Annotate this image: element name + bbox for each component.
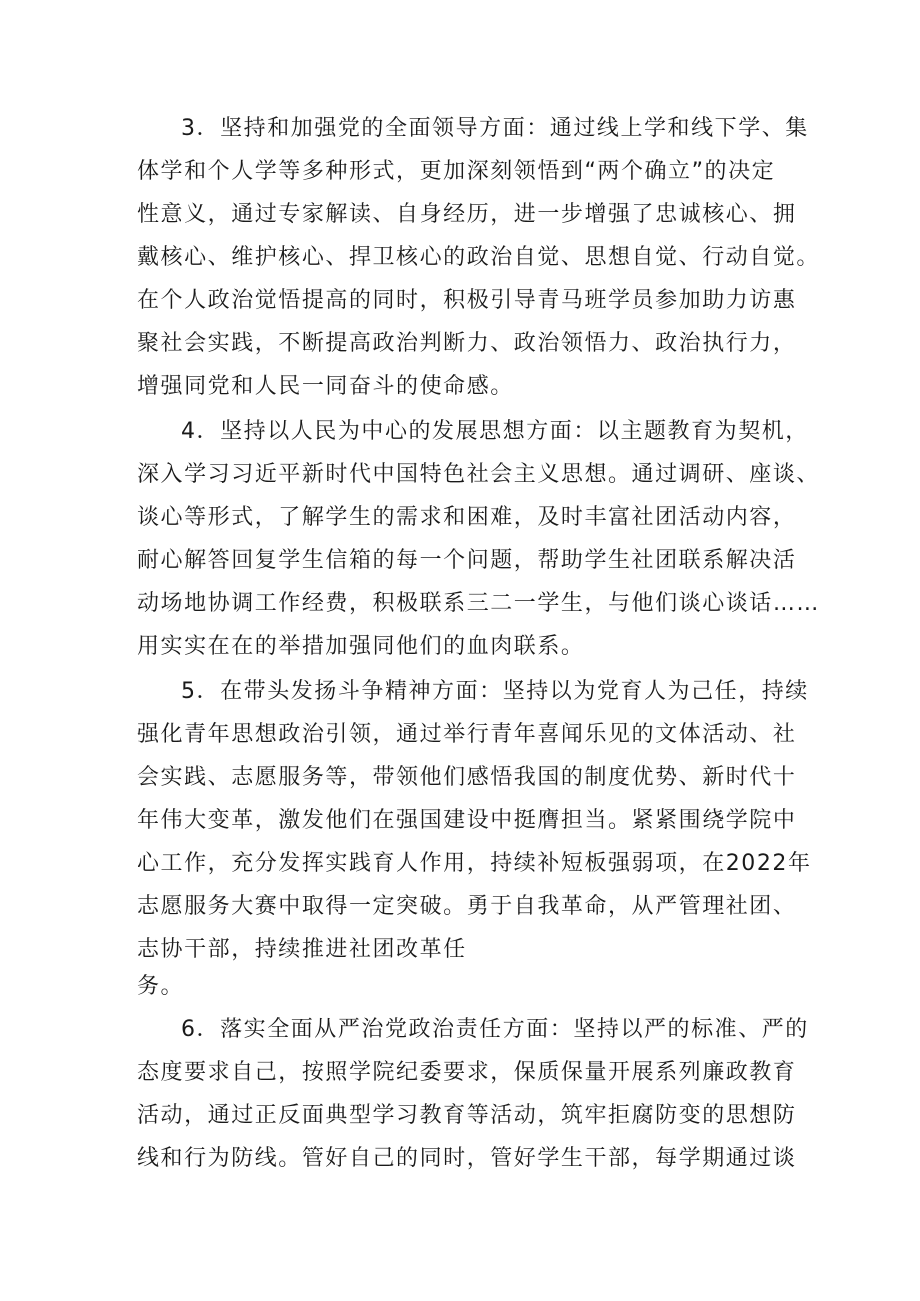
text-line: 体学和个人学等多种形式，更加深刻领悟到“两个确立”的决定	[137, 159, 776, 184]
text-line: 聚社会实践，不断提高政治判断力、政治领悟力、政治执行力，	[137, 331, 797, 356]
text-line: 心工作，充分发挥实践育人作用，持续补短板强弱项，在2022年	[137, 851, 812, 876]
text-line: 志愿服务大赛中取得一定突破。勇于自我革命，从严管理社团、	[137, 894, 797, 919]
text-line: 活动，通过正反面典型学习教育等活动，筑牢拒腐防变的思想防	[137, 1103, 797, 1128]
text-line: 5．在带头发扬斗争精神方面：坚持以为党育人为己任，持续	[181, 679, 809, 704]
text-line: 动场地协调工作经费，积极联系三二一学生，与他们谈心谈话……	[137, 591, 820, 616]
text-line: 态度要求自己，按照学院纪委要求，保质保量开展系列廉政教育	[137, 1060, 797, 1085]
text-line: 线和行为防线。管好自己的同时，管好学生干部，每学期通过谈	[137, 1146, 797, 1171]
text-line: 性意义，通过专家解读、自身经历，进一步增强了忠诚核心、拥	[137, 202, 797, 227]
text-line: 4．坚持以人民为中心的发展思想方面：以主题教育为契机，	[181, 419, 809, 444]
text-line: 在个人政治觉悟提高的同时，积极引导青马班学员参加助力访惠	[137, 288, 797, 313]
text-line: 耐心解答回复学生信箱的每一个问题，帮助学生社团联系解决活	[137, 548, 797, 573]
text-line: 谈心等形式，了解学生的需求和困难，及时丰富社团活动内容，	[137, 505, 797, 530]
text-line: 年伟大变革，激发他们在强国建设中挺膺担当。紧紧围绕学院中	[137, 808, 797, 833]
text-line: 强化青年思想政治引领，通过举行青年喜闻乐见的文体活动、社	[137, 722, 797, 747]
text-line: 务。	[137, 974, 185, 999]
text-line: 增强同党和人民一同奋斗的使命感。	[137, 374, 514, 399]
text-line: 深入学习习近平新时代中国特色社会主义思想。通过调研、座谈、	[137, 462, 820, 487]
text-line: 3．坚持和加强党的全面领导方面：通过线上学和线下学、集	[181, 116, 809, 141]
text-line: 志协干部，持续推进社团改革任	[137, 937, 467, 962]
text-line: 6．落实全面从严治党政治责任方面：坚持以严的标准、严的	[181, 1017, 809, 1042]
text-line: 戴核心、维护核心、捍卫核心的政治自觉、思想自觉、行动自觉。	[137, 245, 820, 270]
text-line: 会实践、志愿服务等，带领他们感悟我国的制度优势、新时代十	[137, 765, 797, 790]
text-line: 用实实在在的举措加强同他们的血肉联系。	[137, 634, 585, 659]
